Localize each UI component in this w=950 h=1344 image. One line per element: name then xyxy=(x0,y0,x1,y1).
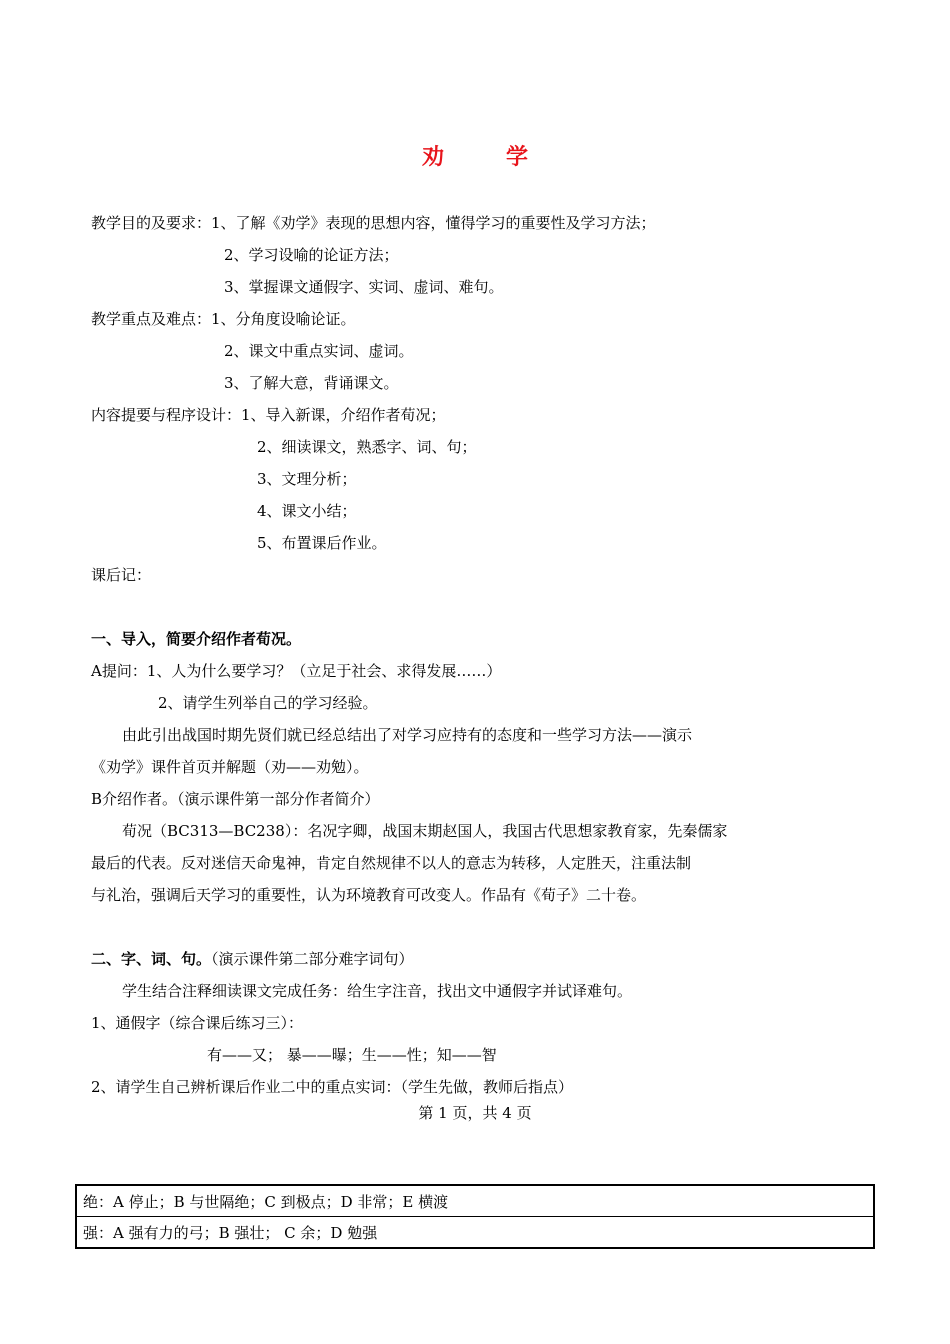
section-2-note: （演示课件第二部分难字词句） xyxy=(211,950,414,968)
focus-line-1: 教学重点及难点：1、分角度设喻论证。 xyxy=(91,310,356,328)
focus-line-2: 2、课文中重点实词、虚词。 xyxy=(224,342,414,360)
question-line-1: A提问：1、人为什么要学习？（立足于社会、求得发展……） xyxy=(91,662,502,680)
goal-line-1: 教学目的及要求：1、了解《劝学》表现的思想内容，懂得学习的重要性及学习方法； xyxy=(91,214,656,232)
design-line-1: 内容提要与程序设计：1、导入新课，介绍作者荀况； xyxy=(91,406,446,424)
page-title xyxy=(0,140,950,171)
section-2-title: 二、字、词、句。 xyxy=(91,950,212,968)
goal-line-3: 3、掌握课文通假字、实词、虚词、难句。 xyxy=(224,278,504,296)
section-1-heading: 一、导入，简要介绍作者荀况。 xyxy=(91,630,302,648)
task-line: 学生结合注释细读课文完成任务：给生字注音，找出文中通假字并试译难句。 xyxy=(122,982,633,1000)
design-line-5: 5、布置课后作业。 xyxy=(257,534,387,552)
tongjia-heading: 1、通假字（综合课后练习三）： xyxy=(91,1014,304,1032)
design-line-2: 2、细读课文，熟悉字、词、句； xyxy=(257,438,477,456)
table-cell-qiang: 强：A 强有力的弓；B 强壮； C 余；D 勉强 xyxy=(76,1217,874,1249)
section-2-heading xyxy=(91,949,414,969)
shici-heading: 2、请学生自己辨析课后作业二中的重点实词：（学生先做，教师后指点） xyxy=(91,1078,574,1096)
table-row xyxy=(76,1217,874,1249)
intro-para-line-1: 由此引出战国时期先贤们就已经总结出了对学习应持有的态度和一些学习方法——演示 xyxy=(122,726,693,744)
intro-para-line-2: 《劝学》课件首页并解题（劝——劝勉）。 xyxy=(91,758,369,776)
author-para-line-2: 最后的代表。反对迷信天命鬼神，肯定自然规律不以人的意志为转移，人定胜天，注重法制 xyxy=(91,854,692,872)
goal-line-2: 2、学习设喻的论证方法； xyxy=(224,246,399,264)
design-line-3: 3、文理分析； xyxy=(257,470,357,488)
author-intro-heading: B介绍作者。（演示课件第一部分作者简介） xyxy=(91,790,380,808)
table-cell-jue: 绝：A 停止；B 与世隔绝；C 到极点；D 非常；E 横渡 xyxy=(76,1185,874,1217)
page-footer: 第 1 页，共 4 页 xyxy=(418,1104,532,1122)
postscript-label: 课后记： xyxy=(91,566,152,584)
title-char-2: 学 xyxy=(506,145,529,170)
word-meaning-table xyxy=(75,1184,875,1249)
author-para-line-1: 荀况（BC313—BC238）：名况字卿，战国末期赵国人，我国古代思想家教育家，先秦儒家 xyxy=(122,822,728,840)
question-line-2: 2、请学生列举自己的学习经验。 xyxy=(158,694,378,712)
table-row xyxy=(76,1185,874,1217)
author-para-line-3: 与礼治，强调后天学习的重要性，认为环境教育可改变人。作品有《荀子》二十卷。 xyxy=(91,886,647,904)
design-line-4: 4、课文小结； xyxy=(257,502,357,520)
title-char-1: 劝 xyxy=(421,145,444,170)
tongjia-list: 有——又； 暴——曝；生——性；知——智 xyxy=(207,1046,497,1064)
focus-line-3: 3、了解大意，背诵课文。 xyxy=(224,374,399,392)
